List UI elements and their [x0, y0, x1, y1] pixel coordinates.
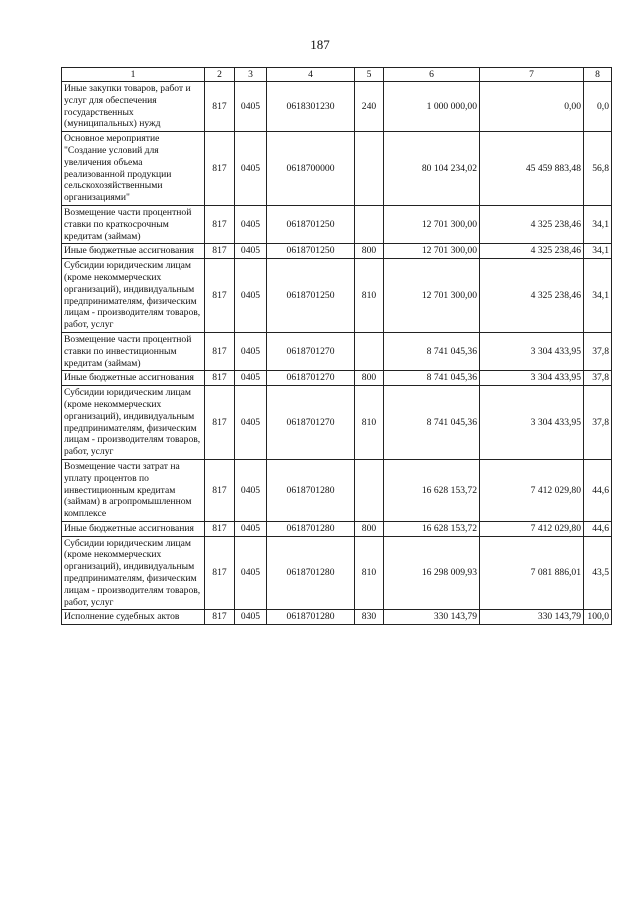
- row-name-cell: Субсидии юридическим лицам (кроме некоммерческих организаций), индивидуальным предпринимателям, физическим лицам - производителям товаров, работ, услуг: [62, 536, 205, 610]
- row-expense-type-cell: 800: [355, 521, 384, 536]
- row-executed-amount-cell: 0,00: [480, 82, 584, 132]
- table-row: [62, 205, 612, 243]
- table-row: [62, 132, 612, 206]
- row-executed-amount-cell: 330 143,79: [480, 610, 584, 625]
- header-col-8: 8: [584, 68, 612, 82]
- row-target-article-cell: 0618701280: [267, 459, 355, 521]
- row-executed-amount-cell: 3 304 433,95: [480, 371, 584, 386]
- row-target-article-cell: 0618701250: [267, 244, 355, 259]
- row-target-article-cell: 0618701250: [267, 205, 355, 243]
- row-expense-type-cell: [355, 459, 384, 521]
- table-row: [62, 244, 612, 259]
- row-expense-type-cell: [355, 132, 384, 206]
- row-section-code-cell: 0405: [235, 244, 267, 259]
- row-name-cell: Иные закупки товаров, работ и услуг для обеспечения государственных (муниципальных) нужд: [62, 82, 205, 132]
- header-col-4: 4: [267, 68, 355, 82]
- row-target-article-cell: 0618701270: [267, 332, 355, 370]
- row-grbs-code-cell: 817: [205, 205, 235, 243]
- row-execution-percent-cell: 37,8: [584, 371, 612, 386]
- row-name-cell: Субсидии юридическим лицам (кроме некоммерческих организаций), индивидуальным предпринимателям, физическим лицам - производителям товаров, работ, услуг: [62, 386, 205, 460]
- row-expense-type-cell: 800: [355, 371, 384, 386]
- header-col-7: 7: [480, 68, 584, 82]
- row-grbs-code-cell: 817: [205, 386, 235, 460]
- row-executed-amount-cell: 3 304 433,95: [480, 332, 584, 370]
- budget-execution-table: [61, 67, 612, 625]
- row-execution-percent-cell: 44,6: [584, 521, 612, 536]
- row-planned-amount-cell: 8 741 045,36: [384, 371, 480, 386]
- row-expense-type-cell: 810: [355, 386, 384, 460]
- row-target-article-cell: 0618701280: [267, 536, 355, 610]
- row-target-article-cell: 0618301230: [267, 82, 355, 132]
- row-execution-percent-cell: 34,1: [584, 259, 612, 333]
- row-grbs-code-cell: 817: [205, 371, 235, 386]
- row-grbs-code-cell: 817: [205, 610, 235, 625]
- row-expense-type-cell: 830: [355, 610, 384, 625]
- header-row: [62, 68, 612, 82]
- row-planned-amount-cell: 12 701 300,00: [384, 259, 480, 333]
- row-target-article-cell: 0618700000: [267, 132, 355, 206]
- row-grbs-code-cell: 817: [205, 332, 235, 370]
- row-name-cell: Исполнение судебных актов: [62, 610, 205, 625]
- table-row: [62, 521, 612, 536]
- row-planned-amount-cell: 12 701 300,00: [384, 205, 480, 243]
- row-section-code-cell: 0405: [235, 132, 267, 206]
- header-col-2: 2: [205, 68, 235, 82]
- row-name-cell: Иные бюджетные ассигнования: [62, 244, 205, 259]
- row-section-code-cell: 0405: [235, 459, 267, 521]
- row-expense-type-cell: [355, 332, 384, 370]
- row-grbs-code-cell: 817: [205, 132, 235, 206]
- row-execution-percent-cell: 34,1: [584, 205, 612, 243]
- row-grbs-code-cell: 817: [205, 82, 235, 132]
- row-section-code-cell: 0405: [235, 610, 267, 625]
- row-expense-type-cell: [355, 205, 384, 243]
- row-section-code-cell: 0405: [235, 536, 267, 610]
- table-row: [62, 386, 612, 460]
- row-name-cell: Возмещение части процентной ставки по инвестиционным кредитам (займам): [62, 332, 205, 370]
- row-target-article-cell: 0618701250: [267, 259, 355, 333]
- row-planned-amount-cell: 16 298 009,93: [384, 536, 480, 610]
- row-section-code-cell: 0405: [235, 371, 267, 386]
- row-execution-percent-cell: 37,8: [584, 332, 612, 370]
- row-execution-percent-cell: 43,5: [584, 536, 612, 610]
- row-planned-amount-cell: 16 628 153,72: [384, 459, 480, 521]
- table-row: [62, 332, 612, 370]
- row-target-article-cell: 0618701270: [267, 371, 355, 386]
- row-planned-amount-cell: 12 701 300,00: [384, 244, 480, 259]
- row-section-code-cell: 0405: [235, 205, 267, 243]
- row-name-cell: Иные бюджетные ассигнования: [62, 371, 205, 386]
- header-col-1: 1: [62, 68, 205, 82]
- row-target-article-cell: 0618701280: [267, 610, 355, 625]
- row-execution-percent-cell: 34,1: [584, 244, 612, 259]
- row-expense-type-cell: 240: [355, 82, 384, 132]
- row-executed-amount-cell: 7 412 029,80: [480, 459, 584, 521]
- row-name-cell: Возмещение части затрат на уплату процентов по инвестиционным кредитам (займам) в агропромышленном комплексе: [62, 459, 205, 521]
- row-executed-amount-cell: 7 412 029,80: [480, 521, 584, 536]
- row-name-cell: Основное мероприятие "Создание условий для увеличения объема реализованной продукции сельскохозяйственными организациями": [62, 132, 205, 206]
- row-executed-amount-cell: 4 325 238,46: [480, 259, 584, 333]
- row-section-code-cell: 0405: [235, 521, 267, 536]
- row-grbs-code-cell: 817: [205, 521, 235, 536]
- row-target-article-cell: 0618701280: [267, 521, 355, 536]
- row-execution-percent-cell: 44,6: [584, 459, 612, 521]
- row-name-cell: Иные бюджетные ассигнования: [62, 521, 205, 536]
- row-section-code-cell: 0405: [235, 259, 267, 333]
- row-executed-amount-cell: 45 459 883,48: [480, 132, 584, 206]
- row-execution-percent-cell: 0,0: [584, 82, 612, 132]
- row-section-code-cell: 0405: [235, 332, 267, 370]
- row-executed-amount-cell: 4 325 238,46: [480, 244, 584, 259]
- header-col-5: 5: [355, 68, 384, 82]
- row-section-code-cell: 0405: [235, 82, 267, 132]
- row-execution-percent-cell: 100,0: [584, 610, 612, 625]
- header-col-6: 6: [384, 68, 480, 82]
- row-expense-type-cell: 800: [355, 244, 384, 259]
- table-row: [62, 536, 612, 610]
- row-expense-type-cell: 810: [355, 536, 384, 610]
- row-grbs-code-cell: 817: [205, 259, 235, 333]
- row-planned-amount-cell: 80 104 234,02: [384, 132, 480, 206]
- row-grbs-code-cell: 817: [205, 459, 235, 521]
- row-section-code-cell: 0405: [235, 386, 267, 460]
- table-row: [62, 82, 612, 132]
- row-name-cell: Возмещение части процентной ставки по краткосрочным кредитам (займам): [62, 205, 205, 243]
- row-executed-amount-cell: 4 325 238,46: [480, 205, 584, 243]
- row-target-article-cell: 0618701270: [267, 386, 355, 460]
- row-name-cell: Субсидии юридическим лицам (кроме некоммерческих организаций), индивидуальным предпринимателям, физическим лицам - производителям товаров, работ, услуг: [62, 259, 205, 333]
- header-col-3: 3: [235, 68, 267, 82]
- table-row: [62, 610, 612, 625]
- table-row: [62, 259, 612, 333]
- table-row: [62, 371, 612, 386]
- row-planned-amount-cell: 330 143,79: [384, 610, 480, 625]
- row-execution-percent-cell: 56,8: [584, 132, 612, 206]
- row-planned-amount-cell: 8 741 045,36: [384, 332, 480, 370]
- row-grbs-code-cell: 817: [205, 244, 235, 259]
- table-row: [62, 459, 612, 521]
- row-grbs-code-cell: 817: [205, 536, 235, 610]
- row-expense-type-cell: 810: [355, 259, 384, 333]
- row-executed-amount-cell: 3 304 433,95: [480, 386, 584, 460]
- row-execution-percent-cell: 37,8: [584, 386, 612, 460]
- row-planned-amount-cell: 8 741 045,36: [384, 386, 480, 460]
- table-body: [62, 82, 612, 625]
- row-planned-amount-cell: 16 628 153,72: [384, 521, 480, 536]
- page-number: 187: [310, 37, 330, 52]
- row-planned-amount-cell: 1 000 000,00: [384, 82, 480, 132]
- row-executed-amount-cell: 7 081 886,01: [480, 536, 584, 610]
